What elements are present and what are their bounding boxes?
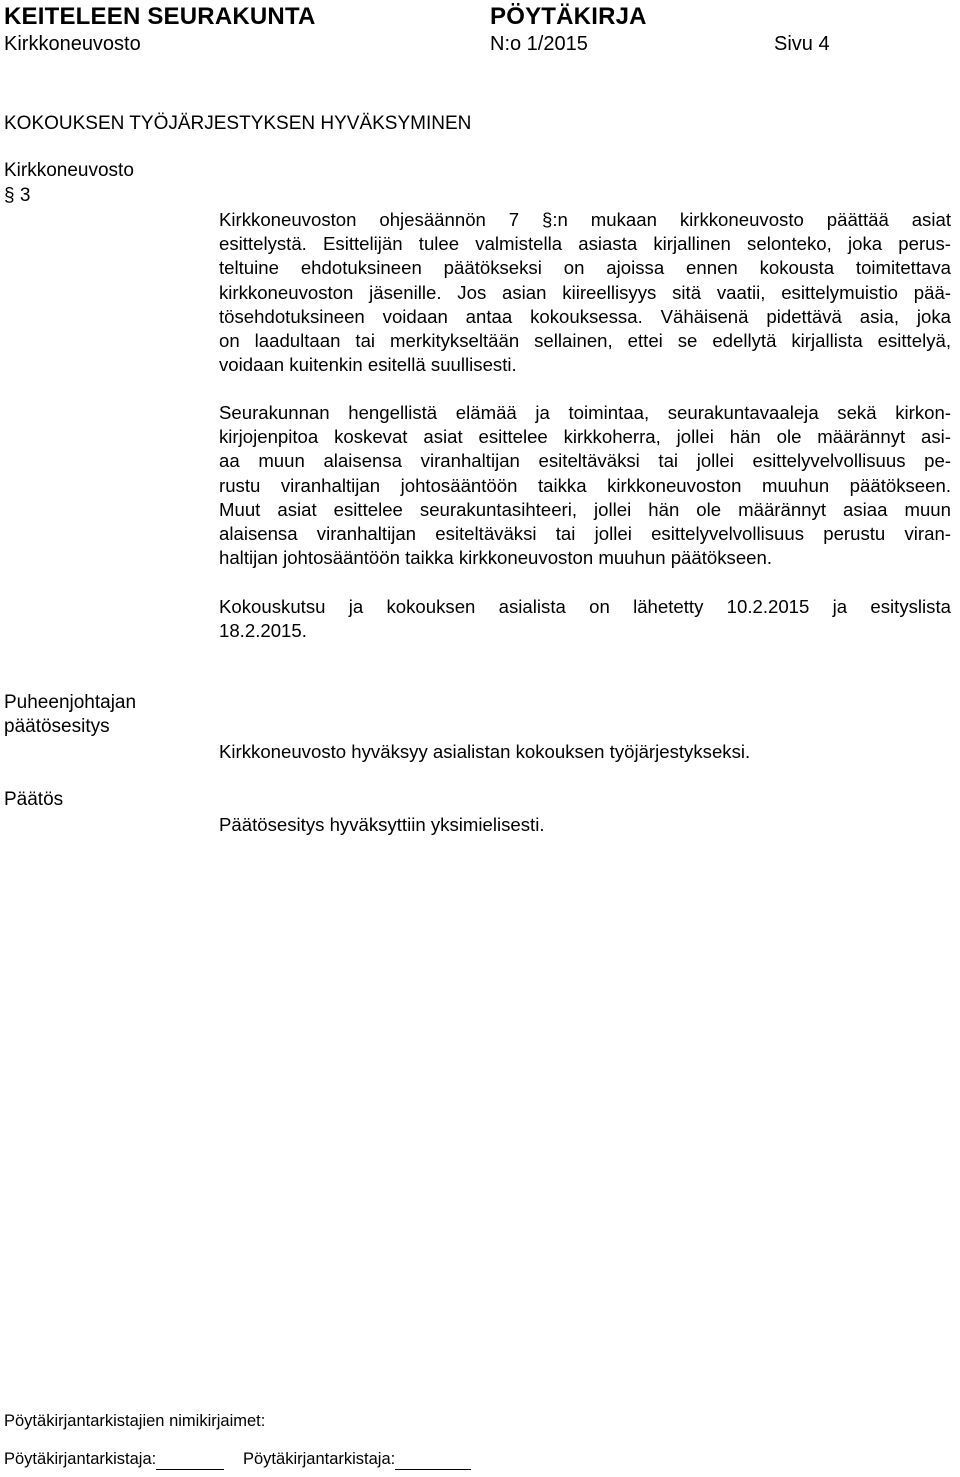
proposal-label-line1: Puheenjohtajan bbox=[4, 692, 137, 713]
document-type: PÖYTÄKIRJA bbox=[490, 3, 647, 30]
organization-name: KEITELEEN SEURAKUNTA bbox=[4, 3, 316, 30]
text-line: haltijan johtosääntöön taikka kirkkoneuvoston muuhun päätökseen. bbox=[219, 547, 773, 569]
meeting-body: Kirkkoneuvosto bbox=[4, 33, 141, 55]
page-number: Sivu 4 bbox=[774, 33, 830, 55]
text-line: rustu viranhaltijan johtosääntöön taikka kirkkoneuvoston muuhun päätökseen. bbox=[219, 474, 951, 496]
text-line: teltuine ehdotuksineen päätökseksi on ajoissa ennen kokousta toimitettava bbox=[219, 257, 951, 279]
text-line: voidaan kuitenkin esitellä suullisesti. bbox=[219, 354, 517, 376]
proposal-text: Kirkkoneuvosto hyväksyy asialistan kokouksen työjärjestykseksi. bbox=[219, 741, 751, 762]
text-line: Kokouskutsu ja kokouksen asialista on lähetetty 10.2.2015 ja esityslista bbox=[219, 596, 951, 617]
section-title: KOKOUKSEN TYÖJÄRJESTYKSEN HYVÄKSYMINEN bbox=[4, 113, 472, 134]
decision-label: Päätös bbox=[4, 789, 64, 810]
paragraph-symbol: § bbox=[4, 185, 15, 206]
text-line: esittelystä. Esittelijän tulee valmistella asiasta kirjallinen selonteko, joka perus- bbox=[219, 233, 951, 255]
text-line: alaisensa viranhaltijan esiteltäväksi tai jollei esittelyvelvollisuus perustu viran- bbox=[219, 523, 951, 545]
checker-1-label: Pöytäkirjantarkistaja: bbox=[4, 1450, 157, 1468]
paragraph-1 bbox=[219, 208, 951, 377]
text-line: aa muun alaisensa viranhaltijan esiteltäväksi tai jollei esittelyvelvollisuus pe- bbox=[219, 450, 951, 472]
text-line: 18.2.2015. bbox=[219, 620, 307, 642]
paragraph-number-value: 3 bbox=[19, 185, 31, 206]
minutes-number: N:o 1/2015 bbox=[490, 33, 588, 55]
signature-line bbox=[156, 1450, 224, 1470]
checker-2-label: Pöytäkirjantarkistaja: bbox=[243, 1450, 396, 1468]
paragraph-2 bbox=[219, 401, 951, 570]
signature-line bbox=[395, 1450, 471, 1470]
paragraph-3 bbox=[219, 595, 951, 643]
paragraph-number bbox=[4, 185, 30, 207]
section-organ: Kirkkoneuvosto bbox=[4, 160, 134, 181]
text-line: kirjojenpitoa koskevat asiat esittelee kirkkoherra, jollei hän ole määrännyt asi- bbox=[219, 426, 951, 448]
text-line: kirkkoneuvoston jäsenille. Jos asian kiireellisyys sitä vaatii, esittelymuistio pää- bbox=[219, 281, 951, 303]
text-line: Seurakunnan hengellistä elämää ja toimintaa, seurakuntavaaleja sekä kirkon- bbox=[219, 402, 951, 423]
text-line: Kirkkoneuvoston ohjesäännön 7 §:n mukaan kirkkoneuvosto päättää asiat bbox=[219, 209, 951, 230]
checker-2 bbox=[243, 1450, 471, 1470]
text-line: tösehdotuksineen voidaan antaa kokouksessa. Vähäisenä pidettävä asia, joka bbox=[219, 305, 951, 327]
decision-text: Päätösesitys hyväksyttiin yksimielisesti. bbox=[219, 814, 545, 835]
checker-1 bbox=[4, 1450, 224, 1470]
proposal-label-line2: päätösesitys bbox=[4, 716, 110, 737]
text-line: Muut asiat esittelee seurakuntasihteeri, jollei hän ole määrännyt asiaa muun bbox=[219, 498, 951, 520]
initials-label: Pöytäkirjantarkistajien nimikirjaimet: bbox=[4, 1412, 266, 1430]
text-line: on laadultaan tai merkitykseltään sellainen, ettei se edellytä kirjallista esittelyä, bbox=[219, 330, 951, 352]
